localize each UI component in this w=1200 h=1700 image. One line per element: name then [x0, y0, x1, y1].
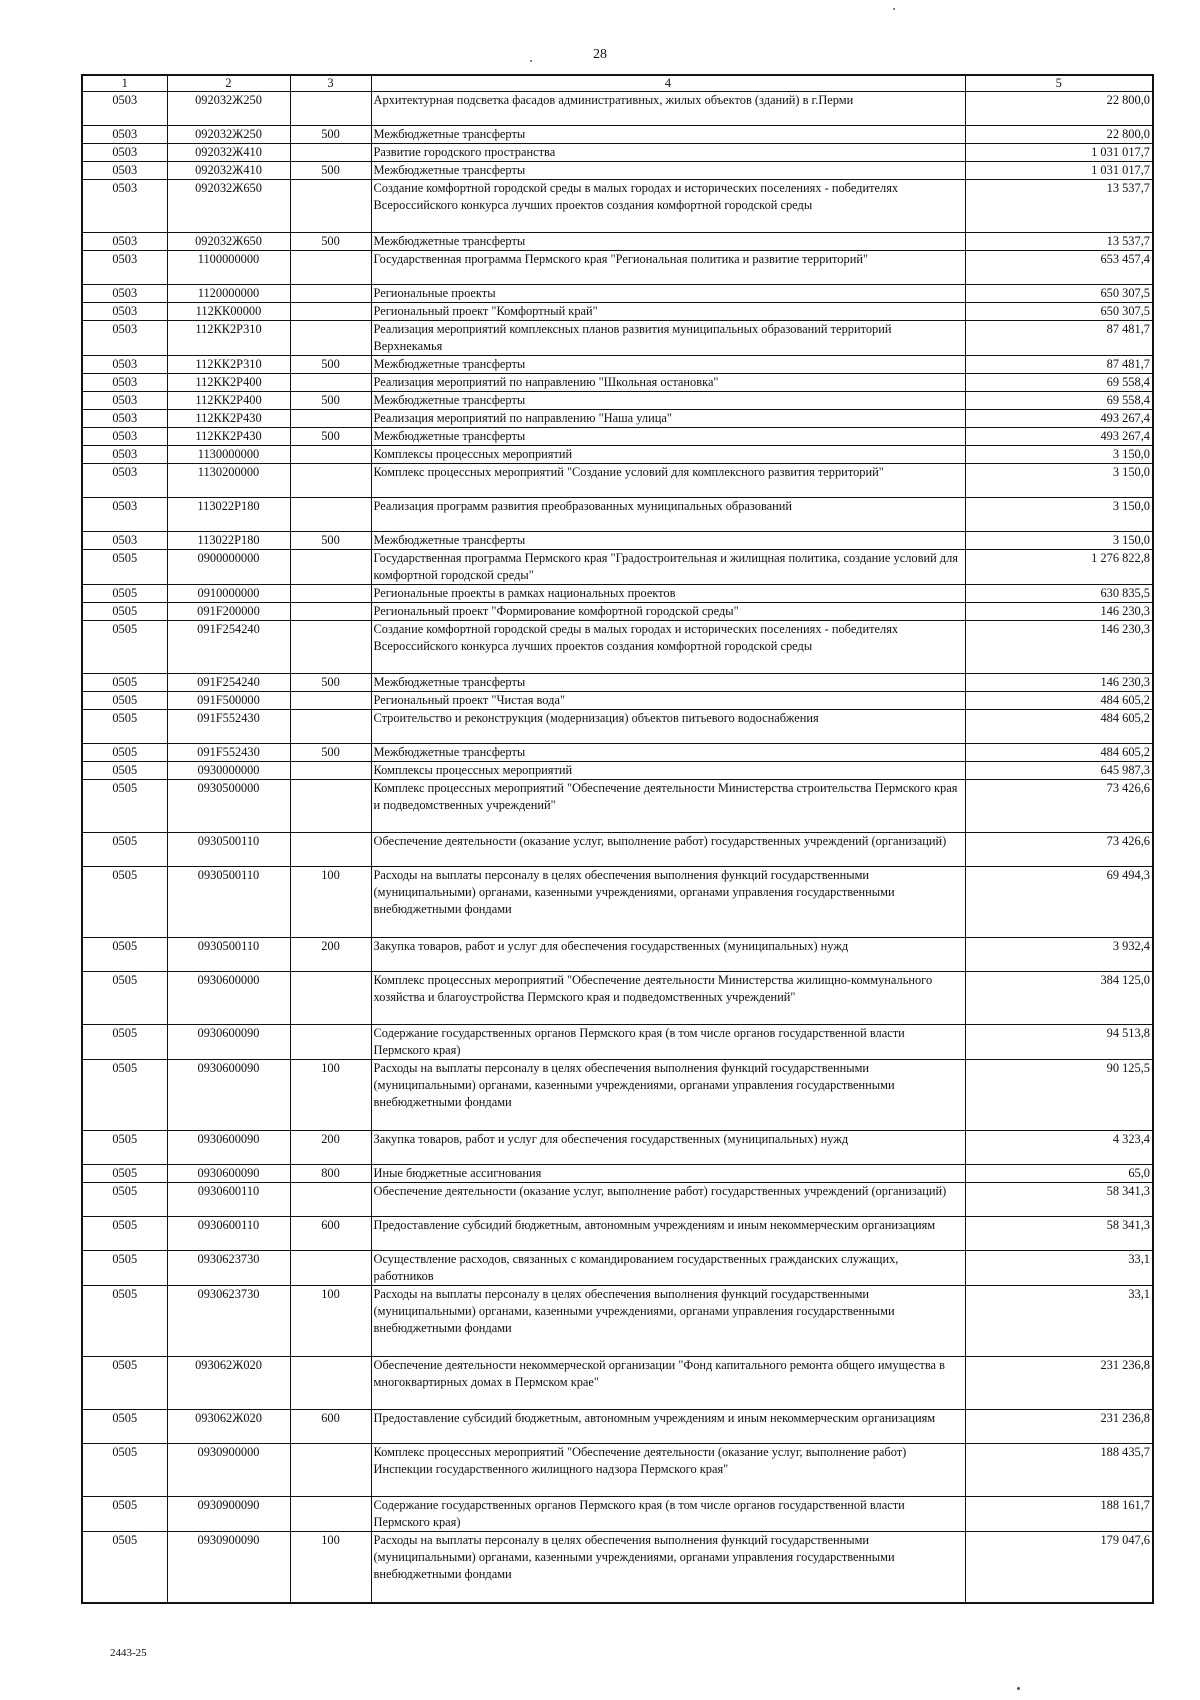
page-number: 28 [593, 47, 607, 62]
amount-cell: 69 494,3 [965, 867, 1153, 938]
item-name-cell: Обеспечение деятельности (оказание услуг, выполнение работ) государственных учреждений (организаций) [371, 1183, 965, 1217]
table-row [82, 162, 1153, 180]
amount-cell: 87 481,7 [965, 321, 1153, 356]
amount-cell: 22 800,0 [965, 126, 1153, 144]
target-article-cell: 092032Ж410 [167, 144, 290, 162]
amount-cell: 146 230,3 [965, 603, 1153, 621]
expense-type-cell: 800 [290, 1165, 371, 1183]
target-article-cell: 1100000000 [167, 251, 290, 285]
table-row [82, 1183, 1153, 1217]
table-row [82, 126, 1153, 144]
amount-cell: 484 605,2 [965, 692, 1153, 710]
target-article-cell: 0930500110 [167, 867, 290, 938]
expense-type-cell [290, 446, 371, 464]
expense-type-cell [290, 498, 371, 532]
section-code-cell: 0503 [82, 356, 167, 374]
expense-type-cell: 200 [290, 1131, 371, 1165]
expense-type-cell: 100 [290, 1286, 371, 1357]
table-row [82, 1131, 1153, 1165]
amount-cell: 3 150,0 [965, 498, 1153, 532]
amount-cell: 58 341,3 [965, 1217, 1153, 1251]
expense-type-cell [290, 321, 371, 356]
expense-type-cell [290, 780, 371, 833]
target-article-cell: 091F254240 [167, 621, 290, 674]
amount-cell: 73 426,6 [965, 780, 1153, 833]
table-row [82, 621, 1153, 674]
target-article-cell: 113022Р180 [167, 498, 290, 532]
table-row [82, 410, 1153, 428]
section-code-cell: 0503 [82, 464, 167, 498]
column-header: 1 [82, 75, 167, 92]
target-article-cell: 0930600090 [167, 1165, 290, 1183]
amount-cell: 3 150,0 [965, 532, 1153, 550]
target-article-cell: 0930600000 [167, 972, 290, 1025]
item-name-cell: Обеспечение деятельности (оказание услуг, выполнение работ) государственных учреждений (организаций) [371, 833, 965, 867]
amount-cell: 188 435,7 [965, 1444, 1153, 1497]
amount-cell: 3 932,4 [965, 938, 1153, 972]
item-name-cell: Межбюджетные трансферты [371, 532, 965, 550]
section-code-cell: 0505 [82, 1357, 167, 1410]
table-row [82, 780, 1153, 833]
target-article-cell: 113022Р180 [167, 532, 290, 550]
expense-type-cell [290, 251, 371, 285]
expense-type-cell [290, 1357, 371, 1410]
target-article-cell: 1120000000 [167, 285, 290, 303]
expense-type-cell [290, 1444, 371, 1497]
expense-type-cell: 100 [290, 867, 371, 938]
item-name-cell: Комплексы процессных мероприятий [371, 762, 965, 780]
amount-cell: 146 230,3 [965, 674, 1153, 692]
target-article-cell: 0930500110 [167, 833, 290, 867]
expense-type-cell [290, 833, 371, 867]
table-row [82, 392, 1153, 410]
table-row [82, 674, 1153, 692]
target-article-cell: 092032Ж650 [167, 180, 290, 233]
section-code-cell: 0503 [82, 446, 167, 464]
expense-type-cell: 500 [290, 356, 371, 374]
item-name-cell: Межбюджетные трансферты [371, 744, 965, 762]
column-header: 2 [167, 75, 290, 92]
section-code-cell: 0505 [82, 762, 167, 780]
section-code-cell: 0505 [82, 938, 167, 972]
section-code-cell: 0505 [82, 744, 167, 762]
target-article-cell: 112КК00000 [167, 303, 290, 321]
target-article-cell: 093062Ж020 [167, 1357, 290, 1410]
item-name-cell: Межбюджетные трансферты [371, 674, 965, 692]
table-body [82, 92, 1153, 1604]
table-row [82, 1060, 1153, 1131]
section-code-cell: 0505 [82, 1025, 167, 1060]
item-name-cell: Создание комфортной городской среды в малых городах и исторических поселениях - победителях Всероссийского конкурса лучших проектов создания комфортной городской среды [371, 180, 965, 233]
target-article-cell: 0930000000 [167, 762, 290, 780]
amount-cell: 650 307,5 [965, 285, 1153, 303]
section-code-cell: 0505 [82, 710, 167, 744]
section-code-cell: 0503 [82, 180, 167, 233]
section-code-cell: 0505 [82, 1410, 167, 1444]
item-name-cell: Строительство и реконструкция (модернизация) объектов питьевого водоснабжения [371, 710, 965, 744]
amount-cell: 1 031 017,7 [965, 162, 1153, 180]
table-row [82, 446, 1153, 464]
expense-type-cell [290, 410, 371, 428]
section-code-cell: 0505 [82, 1497, 167, 1532]
expense-type-cell [290, 1025, 371, 1060]
expense-type-cell: 600 [290, 1217, 371, 1251]
amount-cell: 493 267,4 [965, 428, 1153, 446]
section-code-cell: 0503 [82, 392, 167, 410]
expense-type-cell: 100 [290, 1060, 371, 1131]
expense-type-cell [290, 692, 371, 710]
section-code-cell: 0503 [82, 233, 167, 251]
item-name-cell: Комплекс процессных мероприятий "Создание условий для комплексного развития территорий" [371, 464, 965, 498]
table-row [82, 464, 1153, 498]
target-article-cell: 112КК2Р310 [167, 356, 290, 374]
table-row [82, 1497, 1153, 1532]
target-article-cell: 0930600110 [167, 1183, 290, 1217]
target-article-cell: 091F200000 [167, 603, 290, 621]
amount-cell: 484 605,2 [965, 710, 1153, 744]
table-row [82, 1025, 1153, 1060]
target-article-cell: 092032Ж250 [167, 92, 290, 126]
table-row [82, 303, 1153, 321]
item-name-cell: Архитектурная подсветка фасадов административных, жилых объектов (зданий) в г.Перми [371, 92, 965, 126]
amount-cell: 22 800,0 [965, 92, 1153, 126]
target-article-cell: 0930900090 [167, 1532, 290, 1604]
expense-type-cell [290, 144, 371, 162]
table-row [82, 285, 1153, 303]
target-article-cell: 0930623730 [167, 1286, 290, 1357]
target-article-cell: 092032Ж250 [167, 126, 290, 144]
section-code-cell: 0505 [82, 1286, 167, 1357]
section-code-cell: 0503 [82, 126, 167, 144]
section-code-cell: 0503 [82, 410, 167, 428]
item-name-cell: Содержание государственных органов Пермского края (в том числе органов государственной власти Пермского края) [371, 1025, 965, 1060]
amount-cell: 33,1 [965, 1251, 1153, 1286]
column-header: 3 [290, 75, 371, 92]
target-article-cell: 112КК2Р310 [167, 321, 290, 356]
item-name-cell: Межбюджетные трансферты [371, 233, 965, 251]
table-row [82, 92, 1153, 126]
section-code-cell: 0505 [82, 585, 167, 603]
item-name-cell: Межбюджетные трансферты [371, 392, 965, 410]
expense-type-cell: 500 [290, 428, 371, 446]
item-name-cell: Расходы на выплаты персоналу в целях обеспечения выполнения функций государственными (муниципальными) органами, казенными учреждениями, органами управления государственными внебюджетными фондами [371, 867, 965, 938]
expense-type-cell [290, 603, 371, 621]
scan-speck [530, 60, 532, 62]
table-row [82, 428, 1153, 446]
amount-cell: 384 125,0 [965, 972, 1153, 1025]
amount-cell: 231 236,8 [965, 1357, 1153, 1410]
expense-type-cell: 600 [290, 1410, 371, 1444]
table-row [82, 532, 1153, 550]
column-header: 5 [965, 75, 1153, 92]
item-name-cell: Межбюджетные трансферты [371, 356, 965, 374]
amount-cell: 33,1 [965, 1286, 1153, 1357]
amount-cell: 69 558,4 [965, 392, 1153, 410]
section-code-cell: 0505 [82, 674, 167, 692]
section-code-cell: 0503 [82, 92, 167, 126]
item-name-cell: Закупка товаров, работ и услуг для обеспечения государственных (муниципальных) нужд [371, 1131, 965, 1165]
amount-cell: 13 537,7 [965, 180, 1153, 233]
target-article-cell: 0930623730 [167, 1251, 290, 1286]
expense-type-cell [290, 374, 371, 392]
expense-type-cell: 500 [290, 532, 371, 550]
column-number-row [82, 75, 1153, 92]
expense-type-cell [290, 710, 371, 744]
target-article-cell: 0930500110 [167, 938, 290, 972]
amount-cell: 58 341,3 [965, 1183, 1153, 1217]
section-code-cell: 0505 [82, 621, 167, 674]
target-article-cell: 091F552430 [167, 710, 290, 744]
section-code-cell: 0505 [82, 1165, 167, 1183]
section-code-cell: 0505 [82, 1532, 167, 1604]
expense-type-cell [290, 464, 371, 498]
expense-type-cell [290, 303, 371, 321]
table-row [82, 938, 1153, 972]
section-code-cell: 0505 [82, 1131, 167, 1165]
amount-cell: 3 150,0 [965, 446, 1153, 464]
target-article-cell: 091F254240 [167, 674, 290, 692]
amount-cell: 1 031 017,7 [965, 144, 1153, 162]
expense-type-cell: 500 [290, 233, 371, 251]
document-id: 2443-25 [110, 1647, 147, 1659]
target-article-cell: 092032Ж410 [167, 162, 290, 180]
expense-type-cell [290, 285, 371, 303]
expense-type-cell: 100 [290, 1532, 371, 1604]
section-code-cell: 0505 [82, 550, 167, 585]
item-name-cell: Региональный проект "Комфортный край" [371, 303, 965, 321]
amount-cell: 69 558,4 [965, 374, 1153, 392]
table-row [82, 498, 1153, 532]
table-row [82, 1357, 1153, 1410]
table-row [82, 321, 1153, 356]
item-name-cell: Расходы на выплаты персоналу в целях обеспечения выполнения функций государственными (муниципальными) органами, казенными учреждениями, органами управления государственными внебюджетными фондами [371, 1286, 965, 1357]
target-article-cell: 0930600110 [167, 1217, 290, 1251]
section-code-cell: 0503 [82, 428, 167, 446]
target-article-cell: 091F552430 [167, 744, 290, 762]
table-row [82, 762, 1153, 780]
expense-type-cell [290, 92, 371, 126]
table-row [82, 833, 1153, 867]
item-name-cell: Комплекс процессных мероприятий "Обеспечение деятельности Министерства жилищно-коммунального хозяйства и благоустройства Пермского края и подведомственных учреждений" [371, 972, 965, 1025]
target-article-cell: 1130200000 [167, 464, 290, 498]
table-row [82, 1410, 1153, 1444]
amount-cell: 179 047,6 [965, 1532, 1153, 1604]
target-article-cell: 0900000000 [167, 550, 290, 585]
table-row [82, 1251, 1153, 1286]
amount-cell: 65,0 [965, 1165, 1153, 1183]
section-code-cell: 0505 [82, 603, 167, 621]
item-name-cell: Комплекс процессных мероприятий "Обеспечение деятельности (оказание услуг, выполнение работ) Инспекции государственного жилищного надзора Пермского края" [371, 1444, 965, 1497]
item-name-cell: Межбюджетные трансферты [371, 126, 965, 144]
expense-type-cell: 500 [290, 126, 371, 144]
expense-type-cell [290, 550, 371, 585]
expense-type-cell: 500 [290, 744, 371, 762]
section-code-cell: 0505 [82, 972, 167, 1025]
item-name-cell: Реализация мероприятий по направлению "Школьная остановка" [371, 374, 965, 392]
table-row [82, 251, 1153, 285]
expense-type-cell: 200 [290, 938, 371, 972]
table-row [82, 233, 1153, 251]
table-row [82, 585, 1153, 603]
expense-type-cell: 500 [290, 392, 371, 410]
table-row [82, 744, 1153, 762]
expense-type-cell [290, 1251, 371, 1286]
item-name-cell: Государственная программа Пермского края "Региональная политика и развитие территорий" [371, 251, 965, 285]
amount-cell: 94 513,8 [965, 1025, 1153, 1060]
amount-cell: 188 161,7 [965, 1497, 1153, 1532]
section-code-cell: 0503 [82, 162, 167, 180]
expense-type-cell [290, 972, 371, 1025]
amount-cell: 13 537,7 [965, 233, 1153, 251]
column-header: 4 [371, 75, 965, 92]
section-code-cell: 0503 [82, 498, 167, 532]
amount-cell: 650 307,5 [965, 303, 1153, 321]
table-row [82, 692, 1153, 710]
item-name-cell: Обеспечение деятельности некоммерческой организации "Фонд капитального ремонта общего имущества в многоквартирных домах в Пермском крае" [371, 1357, 965, 1410]
item-name-cell: Региональные проекты [371, 285, 965, 303]
expense-type-cell [290, 1497, 371, 1532]
target-article-cell: 0930500000 [167, 780, 290, 833]
section-code-cell: 0505 [82, 1217, 167, 1251]
amount-cell: 87 481,7 [965, 356, 1153, 374]
table-row [82, 867, 1153, 938]
table-row [82, 144, 1153, 162]
amount-cell: 630 835,5 [965, 585, 1153, 603]
amount-cell: 231 236,8 [965, 1410, 1153, 1444]
target-article-cell: 1130000000 [167, 446, 290, 464]
item-name-cell: Расходы на выплаты персоналу в целях обеспечения выполнения функций государственными (муниципальными) органами, казенными учреждениями, органами управления государственными внебюджетными фондами [371, 1060, 965, 1131]
table-row [82, 356, 1153, 374]
section-code-cell: 0503 [82, 532, 167, 550]
table-row [82, 1286, 1153, 1357]
amount-cell: 1 276 822,8 [965, 550, 1153, 585]
table-row [82, 180, 1153, 233]
target-article-cell: 112КК2Р430 [167, 410, 290, 428]
item-name-cell: Региональные проекты в рамках национальных проектов [371, 585, 965, 603]
table-row [82, 1165, 1153, 1183]
item-name-cell: Реализация мероприятий по направлению "Наша улица" [371, 410, 965, 428]
section-code-cell: 0503 [82, 303, 167, 321]
item-name-cell: Создание комфортной городской среды в малых городах и исторических поселениях - победителях Всероссийского конкурса лучших проектов создания комфортной городской среды [371, 621, 965, 674]
amount-cell: 493 267,4 [965, 410, 1153, 428]
scan-speck [893, 8, 895, 10]
item-name-cell: Реализация мероприятий комплексных планов развития муниципальных образований территорий Верхнекамья [371, 321, 965, 356]
item-name-cell: Развитие городского пространства [371, 144, 965, 162]
target-article-cell: 112КК2Р400 [167, 392, 290, 410]
section-code-cell: 0505 [82, 1183, 167, 1217]
section-code-cell: 0505 [82, 833, 167, 867]
table-row [82, 1217, 1153, 1251]
item-name-cell: Межбюджетные трансферты [371, 428, 965, 446]
table-row [82, 1444, 1153, 1497]
target-article-cell: 0910000000 [167, 585, 290, 603]
expense-type-cell: 500 [290, 674, 371, 692]
item-name-cell: Региональный проект "Чистая вода" [371, 692, 965, 710]
expense-type-cell [290, 585, 371, 603]
item-name-cell: Закупка товаров, работ и услуг для обеспечения государственных (муниципальных) нужд [371, 938, 965, 972]
table-row [82, 550, 1153, 585]
table-row [82, 710, 1153, 744]
section-code-cell: 0503 [82, 374, 167, 392]
target-article-cell: 112КК2Р400 [167, 374, 290, 392]
target-article-cell: 112КК2Р430 [167, 428, 290, 446]
section-code-cell: 0505 [82, 1251, 167, 1286]
expense-type-cell [290, 621, 371, 674]
section-code-cell: 0503 [82, 285, 167, 303]
amount-cell: 645 987,3 [965, 762, 1153, 780]
item-name-cell: Реализация программ развития преобразованных муниципальных образований [371, 498, 965, 532]
item-name-cell: Иные бюджетные ассигнования [371, 1165, 965, 1183]
scan-speck [1017, 1687, 1020, 1690]
section-code-cell: 0505 [82, 692, 167, 710]
target-article-cell: 0930900090 [167, 1497, 290, 1532]
target-article-cell: 0930900000 [167, 1444, 290, 1497]
target-article-cell: 0930600090 [167, 1025, 290, 1060]
expense-type-cell [290, 180, 371, 233]
table-row [82, 603, 1153, 621]
amount-cell: 73 426,6 [965, 833, 1153, 867]
expense-type-cell: 500 [290, 162, 371, 180]
item-name-cell: Осуществление расходов, связанных с командированием государственных гражданских служащих, работников [371, 1251, 965, 1286]
item-name-cell: Межбюджетные трансферты [371, 162, 965, 180]
amount-cell: 484 605,2 [965, 744, 1153, 762]
item-name-cell: Комплекс процессных мероприятий "Обеспечение деятельности Министерства строительства Пермского края и подведомственных учреждений" [371, 780, 965, 833]
budget-table [81, 74, 1154, 1604]
item-name-cell: Региональный проект "Формирование комфортной городской среды" [371, 603, 965, 621]
item-name-cell: Предоставление субсидий бюджетным, автономным учреждениям и иным некоммерческим организациям [371, 1410, 965, 1444]
item-name-cell: Содержание государственных органов Пермского края (в том числе органов государственной власти Пермского края) [371, 1497, 965, 1532]
amount-cell: 653 457,4 [965, 251, 1153, 285]
amount-cell: 3 150,0 [965, 464, 1153, 498]
item-name-cell: Предоставление субсидий бюджетным, автономным учреждениям и иным некоммерческим организациям [371, 1217, 965, 1251]
item-name-cell: Государственная программа Пермского края "Градостроительная и жилищная политика, создание условий для комфортной городской среды" [371, 550, 965, 585]
section-code-cell: 0505 [82, 1060, 167, 1131]
section-code-cell: 0503 [82, 251, 167, 285]
section-code-cell: 0505 [82, 780, 167, 833]
table-row [82, 972, 1153, 1025]
item-name-cell: Комплексы процессных мероприятий [371, 446, 965, 464]
amount-cell: 146 230,3 [965, 621, 1153, 674]
table-row [82, 374, 1153, 392]
expense-type-cell [290, 1183, 371, 1217]
target-article-cell: 092032Ж650 [167, 233, 290, 251]
section-code-cell: 0505 [82, 867, 167, 938]
table-header [82, 75, 1153, 92]
target-article-cell: 0930600090 [167, 1131, 290, 1165]
expense-type-cell [290, 762, 371, 780]
target-article-cell: 091F500000 [167, 692, 290, 710]
amount-cell: 4 323,4 [965, 1131, 1153, 1165]
table-row [82, 1532, 1153, 1604]
section-code-cell: 0505 [82, 1444, 167, 1497]
section-code-cell: 0503 [82, 321, 167, 356]
item-name-cell: Расходы на выплаты персоналу в целях обеспечения выполнения функций государственными (муниципальными) органами, казенными учреждениями, органами управления государственными внебюджетными фондами [371, 1532, 965, 1604]
amount-cell: 90 125,5 [965, 1060, 1153, 1131]
target-article-cell: 0930600090 [167, 1060, 290, 1131]
target-article-cell: 093062Ж020 [167, 1410, 290, 1444]
section-code-cell: 0503 [82, 144, 167, 162]
